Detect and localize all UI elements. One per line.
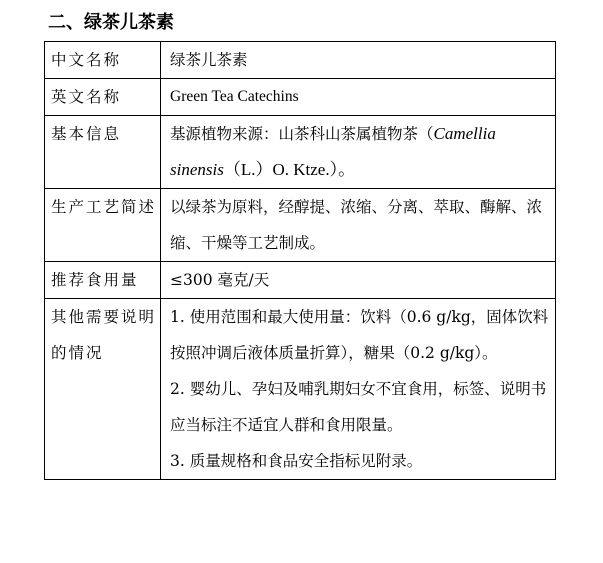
table-row-notes: [45, 299, 556, 480]
table-row-basic-info: [45, 116, 556, 189]
label-notes: 其他需要说明的情况: [45, 299, 161, 480]
table-row-english-name: [45, 79, 556, 116]
basic-info-genus: Camellia: [433, 124, 496, 143]
notes-item-1: 1. 使用范围和最大使用量：饮料（0.6 g/kg，固体饮料按照冲调后液体质量折算），糖果（0.2 g/kg）。: [170, 308, 549, 362]
label-process: 生产工艺简述: [45, 189, 161, 262]
table-row-chinese-name: [45, 42, 556, 79]
label-dosage: 推荐食用量: [45, 262, 161, 299]
section-heading: 二、绿茶儿茶素: [48, 12, 174, 33]
value-basic-info: [161, 116, 556, 189]
table-row-process: [45, 189, 556, 262]
value-dosage: ≤300 毫克/天: [161, 262, 556, 299]
label-english-name: 英文名称: [45, 79, 161, 116]
label-chinese-name: 中文名称: [45, 42, 161, 79]
basic-info-prefix: 基源植物来源：山茶科山茶属植物茶（: [170, 125, 434, 143]
value-process: 以绿茶为原料，经醇提、浓缩、分离、萃取、酶解、浓缩、干燥等工艺制成。: [161, 189, 556, 262]
label-basic-info: 基本信息: [45, 116, 161, 189]
value-notes: [161, 299, 556, 480]
basic-info-suffix: （L.）O. Ktze.）。: [223, 160, 356, 179]
table-row-dosage: [45, 262, 556, 299]
basic-info-species: sinensis: [170, 160, 224, 179]
value-english-name: Green Tea Catechins: [161, 79, 556, 116]
info-table: [44, 41, 556, 480]
notes-item-2: 2. 婴幼儿、孕妇及哺乳期妇女不宜食用，标签、说明书应当标注不适宜人群和食用限量。: [170, 380, 547, 434]
notes-item-3: 3. 质量规格和食品安全指标见附录。: [170, 452, 423, 470]
value-chinese-name: 绿茶儿茶素: [161, 42, 556, 79]
